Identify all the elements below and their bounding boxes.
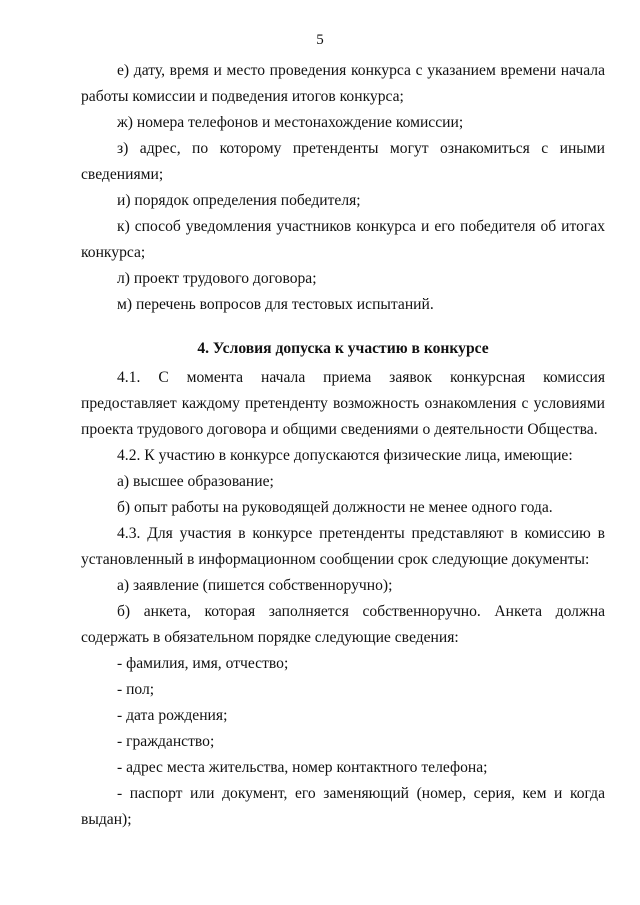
paragraph-l: л) проект трудового договора;	[117, 270, 317, 287]
list-item-passport: - паспорт или документ, его заменяющий (номер, серия, кем и когда выдан);	[81, 785, 605, 828]
paragraph-4-2: 4.2. К участию в конкурсе допускаются физические лица, имеющие:	[117, 447, 573, 464]
list-item-name: - фамилия, имя, отчество;	[117, 655, 289, 672]
paragraph-4-2-a: а) высшее образование;	[117, 473, 274, 490]
paragraph-4-3: 4.3. Для участия в конкурсе претенденты представляют в комиссию в установленный в информационном сообщении срок следующие документы:	[81, 525, 605, 568]
paragraph-zh: ж) номера телефонов и местонахождение комиссии;	[117, 114, 464, 131]
page-number: 5	[316, 32, 324, 48]
paragraph-z: з) адрес, по которому претенденты могут ознакомиться с иными сведениями;	[81, 140, 605, 183]
paragraph-e: е) дату, время и место проведения конкурса с указанием времени начала работы комиссии и подведения итогов конкурса;	[81, 62, 605, 105]
paragraph-4-1: 4.1. С момента начала приема заявок конкурсная комиссия предоставляет каждому претенденту возможность ознакомления с условиями проекта трудового договора и общими сведениями о деятельности Общества.	[81, 369, 605, 438]
document-body	[81, 58, 605, 833]
paragraph-4-3-a: а) заявление (пишется собственноручно);	[117, 577, 393, 594]
list-item-address: - адрес места жительства, номер контактного телефона;	[117, 759, 488, 776]
paragraph-i: и) порядок определения победителя;	[117, 192, 361, 209]
list-item-sex: - пол;	[117, 681, 155, 698]
list-item-birthdate: - дата рождения;	[117, 707, 228, 724]
paragraph-k: к) способ уведомления участников конкурса и его победителя об итогах конкурса;	[81, 218, 605, 261]
paragraph-4-3-b: б) анкета, которая заполняется собственноручно. Анкета должна содержать в обязательном порядке следующие сведения:	[81, 603, 605, 646]
paragraph-m: м) перечень вопросов для тестовых испытаний.	[117, 296, 434, 313]
section-heading: 4. Условия допуска к участию в конкурсе	[197, 340, 489, 357]
paragraph-4-2-b: б) опыт работы на руководящей должности не менее одного года.	[117, 499, 553, 516]
list-item-citizenship: - гражданство;	[117, 733, 215, 750]
